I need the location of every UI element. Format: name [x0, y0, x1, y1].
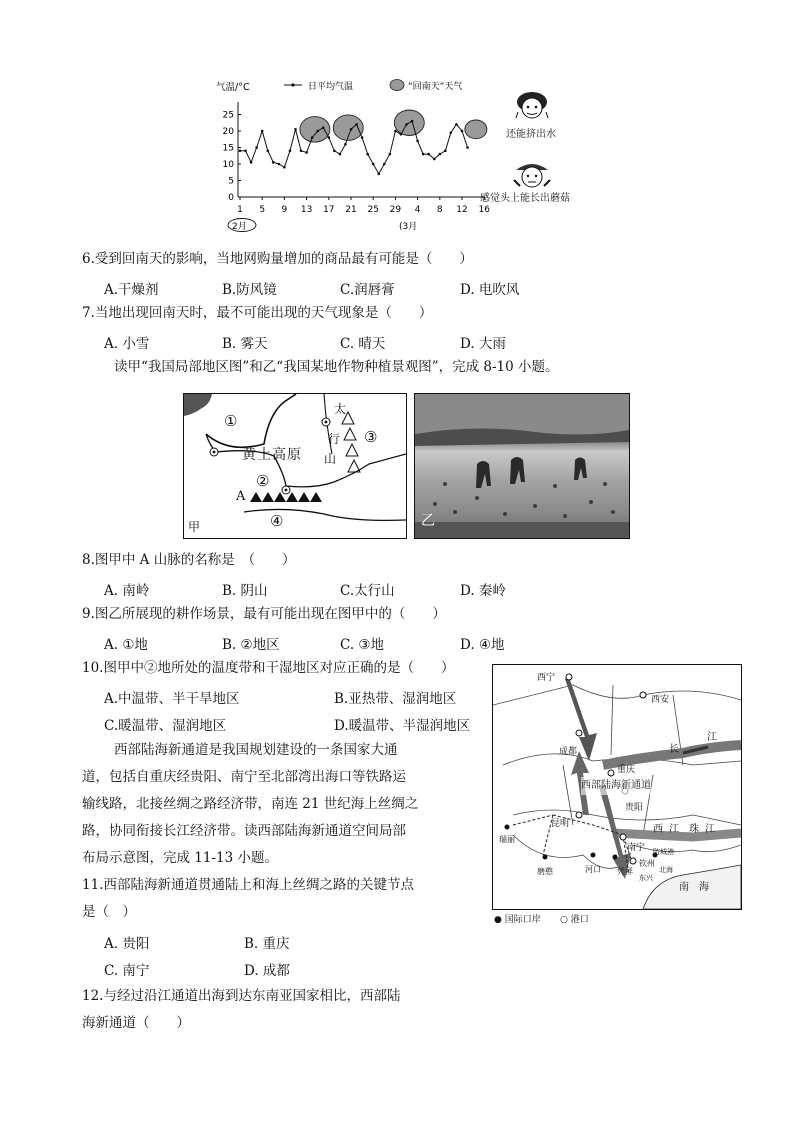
temperature-chart: [210, 72, 500, 234]
city-xian: 西安: [651, 695, 670, 705]
q7-option-a[interactable]: A. 小雪: [104, 336, 150, 352]
q10-option-c[interactable]: C.暖温带、湿润地区: [104, 718, 227, 734]
temperature-point: [461, 130, 464, 133]
x-tick-label: 16: [478, 205, 490, 215]
label-south-sea: 南 海: [679, 882, 709, 893]
city-pingxiang: 凭祥: [617, 867, 633, 876]
month-label-feb: 2月: [232, 222, 247, 232]
temperature-point: [244, 150, 247, 153]
intro-11-13-line5: 布局示意图，完成 11-13 小题。: [82, 850, 279, 866]
temperature-point: [289, 150, 292, 153]
river-xi: 西: [653, 824, 663, 835]
q10-option-d[interactable]: D.暖温带、半湿润地区: [334, 718, 471, 734]
q8-option-b[interactable]: B. 阴山: [222, 583, 268, 599]
river-jiang-1: 江: [707, 732, 717, 743]
x-tick-label: 9: [281, 205, 288, 215]
temperature-point: [439, 153, 442, 156]
temperature-point: [455, 123, 458, 126]
temperature-point: [311, 136, 314, 139]
temperature-point: [433, 158, 436, 161]
question-6-stem: 6.受到回南天的影响，当地网购量增加的商品最有可能是（ ）: [82, 251, 473, 267]
temperature-point: [444, 150, 447, 153]
intro-11-13-line3: 输线路，北接丝绸之路经济带，南连 21 世纪海上丝绸之: [82, 796, 419, 812]
city-kunming: 昆明: [551, 819, 570, 829]
mushroom-head-icon: [510, 160, 554, 190]
intro-8-10: 读甲“我国局部地区图”和乙“我国某地作物种植景观图”，完成 8-10 小题。: [114, 359, 559, 375]
cartoon-caption-2: 感觉头上能长出蘑菇: [480, 193, 570, 204]
y-tick-label: 10: [222, 160, 234, 170]
q7-option-c[interactable]: C. 晴天: [340, 336, 386, 352]
label-shan: 山: [324, 452, 337, 466]
river-jiang-3: 江: [705, 824, 715, 835]
question-11-stem-line1: 11.西部陆海新通道贯通陆上和海上丝绸之路的关键节点: [82, 877, 414, 893]
city-qinzhou: 钦州: [639, 859, 655, 868]
temperature-point: [322, 126, 325, 129]
temperature-point: [316, 130, 319, 133]
temperature-point: [300, 150, 303, 153]
map-jia: [183, 393, 407, 539]
q11-option-a[interactable]: A. 贵阳: [104, 936, 150, 952]
city-guiyang: 贵阳: [625, 803, 644, 813]
humid-day-marker: [300, 117, 330, 143]
river-zhu: 珠: [689, 824, 699, 835]
temperature-point: [283, 166, 286, 169]
label-1: ①: [224, 412, 238, 430]
x-tick-label: 25: [367, 205, 379, 215]
temperature-point: [389, 153, 392, 156]
x-tick-label: 5: [259, 205, 266, 215]
river-jiang-2: 江: [669, 824, 679, 835]
chart-legend: [284, 80, 462, 93]
temperature-point: [333, 150, 336, 153]
cartoon-1: [512, 90, 552, 122]
temperature-point: [422, 153, 425, 156]
label-hang: 行: [328, 432, 341, 446]
x-tick-label: 17: [323, 205, 335, 215]
question-11-stem-line2: 是（ ）: [82, 904, 136, 920]
temperature-point: [405, 123, 408, 126]
x-tick-label: 12: [456, 205, 468, 215]
x-tick-label: 1: [237, 205, 243, 215]
label-jia: 甲: [188, 520, 201, 534]
city-chongqing: 重庆: [617, 765, 636, 775]
q7-option-b[interactable]: B. 雾天: [222, 336, 268, 352]
temperature-point: [377, 173, 380, 176]
city-mohan: 磨憨: [537, 867, 553, 876]
chart-y-label: 气温/°C: [216, 82, 250, 93]
temperature-point: [278, 163, 281, 166]
photo-yi: [414, 393, 630, 539]
temperature-point: [466, 146, 469, 149]
q11-option-d[interactable]: D. 成都: [244, 963, 290, 979]
q11-option-c[interactable]: C. 南宁: [104, 963, 150, 979]
map-legend-port: ○ 港口: [560, 915, 589, 925]
q6-option-a[interactable]: A.干燥剂: [104, 282, 159, 298]
q10-option-b[interactable]: B.亚热带、湿润地区: [334, 691, 457, 707]
y-tick-label: 25: [222, 110, 234, 121]
city-fangchenggang: 防城港: [653, 848, 674, 856]
temperature-point: [411, 120, 414, 123]
label-tai: 太: [334, 402, 347, 416]
temperature-point: [261, 130, 264, 133]
q8-option-a[interactable]: A. 南岭: [104, 583, 150, 599]
y-tick-label: 5: [228, 176, 234, 187]
x-tick-label: 13: [300, 205, 313, 215]
humid-day-marker: [465, 120, 487, 139]
q9-option-d[interactable]: D. ④地: [460, 637, 505, 653]
temperature-point: [394, 130, 397, 133]
x-tick-label: 21: [345, 205, 357, 215]
label-yi: 乙: [421, 513, 435, 529]
map-legend-port-international: ● 国际口岸: [494, 915, 541, 925]
temperature-point: [355, 123, 358, 126]
label-3: ③: [364, 428, 378, 446]
temperature-point: [383, 163, 386, 166]
temperature-point: [372, 163, 375, 166]
label-2: ②: [256, 472, 270, 490]
city-chengdu: 成都: [559, 747, 578, 757]
temperature-point: [328, 136, 331, 139]
q9-option-b[interactable]: B. ②地区: [222, 637, 280, 653]
wet-face-icon: [512, 90, 552, 122]
y-tick-label: 0: [228, 193, 234, 203]
rice-paddy-image: [415, 394, 629, 538]
temperature-point: [339, 153, 342, 156]
temperature-point: [366, 153, 369, 156]
temperature-point: [400, 133, 403, 136]
temperature-point: [344, 143, 347, 146]
q10-option-a[interactable]: A.中温带、半干旱地区: [104, 691, 240, 707]
city-beihai: 北海: [659, 866, 673, 874]
q6-option-b[interactable]: B.防风镜: [222, 282, 277, 298]
question-12-stem-line1: 12.与经过沿江通道出海到达东南亚国家相比，西部陆: [82, 988, 401, 1004]
temperature-point: [239, 150, 242, 153]
question-10-stem: 10.图甲中②地所处的温度带和干湿地区对应正确的是（ ）: [82, 660, 455, 676]
q6-option-d[interactable]: D. 电吹风: [460, 282, 520, 298]
y-tick-label: 15: [222, 143, 234, 154]
temperature-point: [427, 153, 430, 156]
q11-option-b[interactable]: B. 重庆: [244, 936, 290, 952]
temperature-point: [350, 128, 353, 131]
legend-line-label: 日平均气温: [308, 82, 354, 92]
temperature-point: [416, 140, 419, 143]
temperature-point: [294, 128, 297, 131]
legend-circle-label: “回南天”天气: [408, 82, 463, 92]
question-7-stem: 7.当地出现回南天时，最不可能出现的天气现象是（ ）: [82, 305, 433, 321]
x-tick-label: 4: [414, 205, 421, 215]
label-4: ④: [270, 512, 284, 530]
q8-option-c[interactable]: C.太行山: [340, 583, 395, 599]
intro-11-13-line4: 路，协同衔接长江经济带。读西部陆海新通道空间局部: [82, 823, 406, 839]
q9-option-c[interactable]: C. ③地: [340, 637, 385, 653]
label-A: A: [236, 489, 246, 504]
map-channel: [492, 664, 742, 910]
x-tick-label: 29: [389, 205, 402, 215]
city-hekou: 河口: [585, 865, 601, 874]
temperature-point: [266, 150, 269, 153]
temperature-point: [255, 146, 258, 149]
temperature-point: [305, 151, 308, 154]
month-label-mar: (3月: [399, 222, 418, 232]
temperature-point: [250, 161, 253, 164]
q8-option-d[interactable]: D. 秦岭: [460, 583, 506, 599]
x-tick-label: 8: [436, 205, 443, 215]
temperature-point: [450, 131, 453, 134]
temperature-point: [361, 136, 364, 139]
q6-option-c[interactable]: C.润唇膏: [340, 282, 395, 298]
city-dongxing: 东兴: [639, 874, 653, 882]
cartoon-caption-1: 还能挤出水: [506, 129, 556, 140]
question-9-stem: 9.图乙所展现的耕作场景，最有可能出现在图甲中的（ ）: [82, 606, 446, 622]
intro-11-13-line1: 西部陆海新通道是我国规划建设的一条国家大通: [114, 742, 398, 758]
intro-11-13-line2: 道，包括自重庆经贵阳、南宁至北部湾出海口等铁路运: [82, 769, 406, 785]
question-8-stem: 8.图甲中 A 山脉的名称是 （ ）: [82, 552, 296, 568]
label-channel: 西部陆海新通道: [581, 777, 651, 795]
city-nanning: 南宁: [627, 843, 646, 853]
cartoon-2: [510, 160, 554, 190]
y-tick-label: 20: [222, 127, 234, 137]
city-xining: 西宁: [537, 673, 556, 683]
temperature-point: [272, 161, 275, 164]
q7-option-d[interactable]: D. 大雨: [460, 336, 506, 352]
q9-option-a[interactable]: A. ①地: [104, 637, 148, 653]
label-loess-plateau: 黄土高原: [242, 447, 302, 463]
city-ruili: 瑞丽: [499, 835, 515, 844]
question-12-stem-line2: 海新通道（ ）: [82, 1015, 190, 1031]
river-chang: 长: [669, 744, 679, 755]
